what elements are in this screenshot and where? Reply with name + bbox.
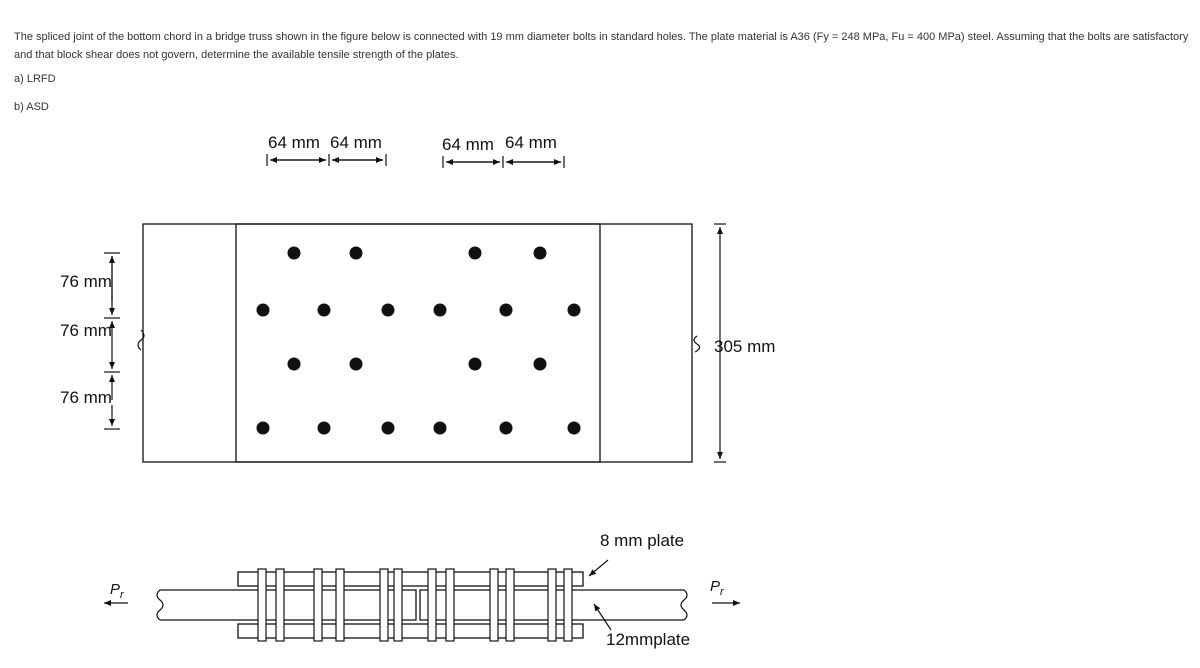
elevation-bolt-2 bbox=[314, 569, 322, 641]
splice-plate-outline bbox=[236, 224, 600, 462]
bolt-full-r0-c3 bbox=[434, 304, 447, 317]
option-asd: b) ASD bbox=[14, 101, 49, 113]
elevation-bolt-9 bbox=[506, 569, 514, 641]
bolt-stagger-r1-c2 bbox=[469, 358, 482, 371]
option-lrfd: a) LRFD bbox=[14, 73, 56, 85]
elevation-bolt-10 bbox=[548, 569, 556, 641]
dim-76-a: 76 mm bbox=[60, 272, 112, 291]
dim-76-b: 76 mm bbox=[60, 321, 112, 340]
load-left-sub: r bbox=[120, 589, 124, 601]
inner-plate-label: 12mmplate bbox=[606, 630, 691, 649]
main-plate-outline bbox=[143, 224, 692, 462]
bolt-stagger-r0-c0 bbox=[288, 247, 301, 260]
left-dimensions bbox=[60, 253, 120, 429]
bolt-stagger-r0-c3 bbox=[534, 247, 547, 260]
left-main-plate bbox=[160, 590, 416, 620]
right-dimension bbox=[714, 224, 775, 462]
bolt-stagger-r0-c2 bbox=[469, 247, 482, 260]
bolt-full-r1-c0 bbox=[257, 422, 270, 435]
elevation-bolt-0 bbox=[258, 569, 266, 641]
load-right bbox=[710, 578, 740, 603]
bolt-stagger-r1-c0 bbox=[288, 358, 301, 371]
bottom-splice-plate bbox=[238, 624, 583, 638]
bolt-full-r0-c0 bbox=[257, 304, 270, 317]
bolt-full-r1-c3 bbox=[434, 422, 447, 435]
break-mark-right bbox=[694, 336, 700, 352]
dim-76-c: 76 mm bbox=[60, 388, 112, 407]
plan-view bbox=[138, 224, 700, 462]
top-dimension-left bbox=[267, 133, 386, 166]
load-right-p: P bbox=[710, 578, 721, 595]
bolt-stagger-r1-c3 bbox=[534, 358, 547, 371]
load-right-sub: r bbox=[720, 586, 724, 598]
dim-64-c: 64 mm bbox=[442, 135, 494, 154]
problem-text: The spliced joint of the bottom chord in a bridge truss shown in the figure below is connected with 19 mm diameter bolts in standard holes. The plate material is A36 (Fy = 248 MPa, Fu = 400 MPa) steel. Assuming that the bolts are satisfactory and that block shear does not govern, determine the available tensile strength of the plates. bbox=[14, 31, 1189, 61]
bolt-full-r1-c1 bbox=[318, 422, 331, 435]
elevation-bolt-5 bbox=[394, 569, 402, 641]
dim-305: 305 mm bbox=[714, 337, 776, 356]
elevation-bolt-3 bbox=[336, 569, 344, 641]
elevation-bolt-1 bbox=[276, 569, 284, 641]
bolt-full-r0-c5 bbox=[568, 304, 581, 317]
outer-plate-label: 8 mm plate bbox=[600, 531, 685, 550]
elevation-bolt-6 bbox=[428, 569, 436, 641]
elevation-bolt-8 bbox=[490, 569, 498, 641]
load-left bbox=[104, 581, 128, 603]
bolt-full-r0-c2 bbox=[382, 304, 395, 317]
svg-text:Pr bbox=[710, 578, 725, 598]
bolt-full-r0-c1 bbox=[318, 304, 331, 317]
dim-64-d: 64 mm bbox=[505, 133, 557, 152]
bolt-full-r1-c5 bbox=[568, 422, 581, 435]
bolt-full-r1-c2 bbox=[382, 422, 395, 435]
dim-64-b: 64 mm bbox=[330, 133, 382, 152]
elevation-bolt-4 bbox=[380, 569, 388, 641]
elevation-bolt-11 bbox=[564, 569, 572, 641]
bolt-full-r1-c4 bbox=[500, 422, 513, 435]
svg-text:Pr bbox=[110, 581, 125, 601]
bolt-pattern bbox=[257, 247, 581, 435]
elevation-bolt-7 bbox=[446, 569, 454, 641]
load-left-p: P bbox=[110, 581, 121, 598]
bolt-full-r0-c4 bbox=[500, 304, 513, 317]
top-splice-plate bbox=[238, 572, 583, 586]
bolt-stagger-r0-c1 bbox=[350, 247, 363, 260]
bolt-stagger-r1-c1 bbox=[350, 358, 363, 371]
dim-64-a: 64 mm bbox=[268, 133, 320, 152]
top-dimension-right bbox=[442, 133, 564, 168]
